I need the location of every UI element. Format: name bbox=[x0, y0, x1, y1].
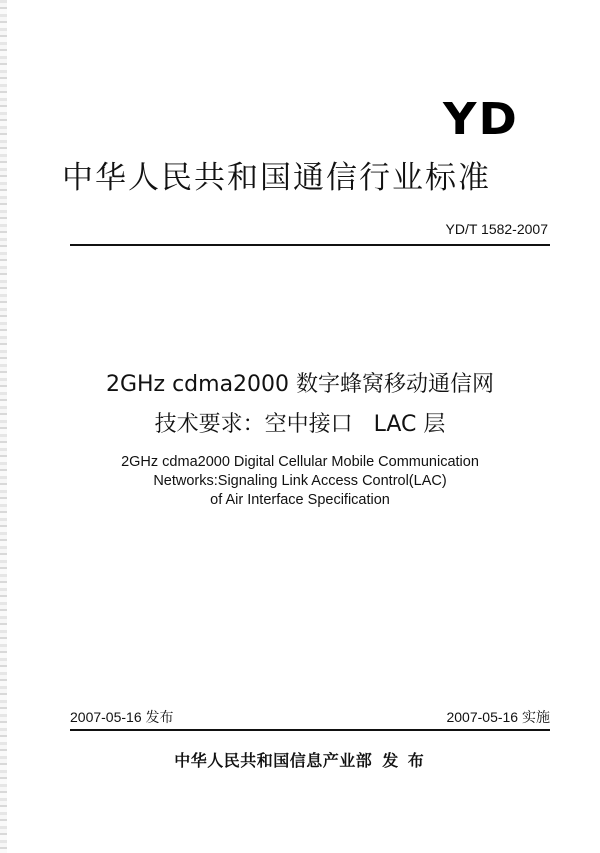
title-en bbox=[0, 453, 600, 510]
title-zh-line1: 2GHz cdma2000 数字蜂窝移动通信网 bbox=[105, 372, 495, 397]
publish-label: 发 布 bbox=[382, 751, 426, 770]
standard-category-title: 中华人民共和国通信行业标准 bbox=[62, 160, 491, 196]
implementation-date: 2007-05-16 实施 bbox=[446, 709, 550, 725]
top-divider bbox=[70, 244, 550, 246]
title-en-line3: of Air Interface Specification bbox=[210, 492, 390, 508]
title-en-line1: 2GHz cdma2000 Digital Cellular Mobile Communication bbox=[121, 454, 479, 470]
issuer-name: 中华人民共和国信息产业部 bbox=[174, 751, 373, 770]
bottom-divider bbox=[70, 729, 550, 731]
title-en-line2: Networks:Signaling Link Access Control(LAC) bbox=[153, 473, 447, 489]
issue-date: 2007-05-16 发布 bbox=[70, 709, 174, 725]
title-zh-line2: 技术要求：空中接口 LAC 层 bbox=[154, 412, 446, 437]
yd-logo: YD bbox=[443, 94, 520, 145]
issuer-line bbox=[0, 750, 600, 772]
standard-code: YD/T 1582-2007 bbox=[445, 221, 548, 237]
